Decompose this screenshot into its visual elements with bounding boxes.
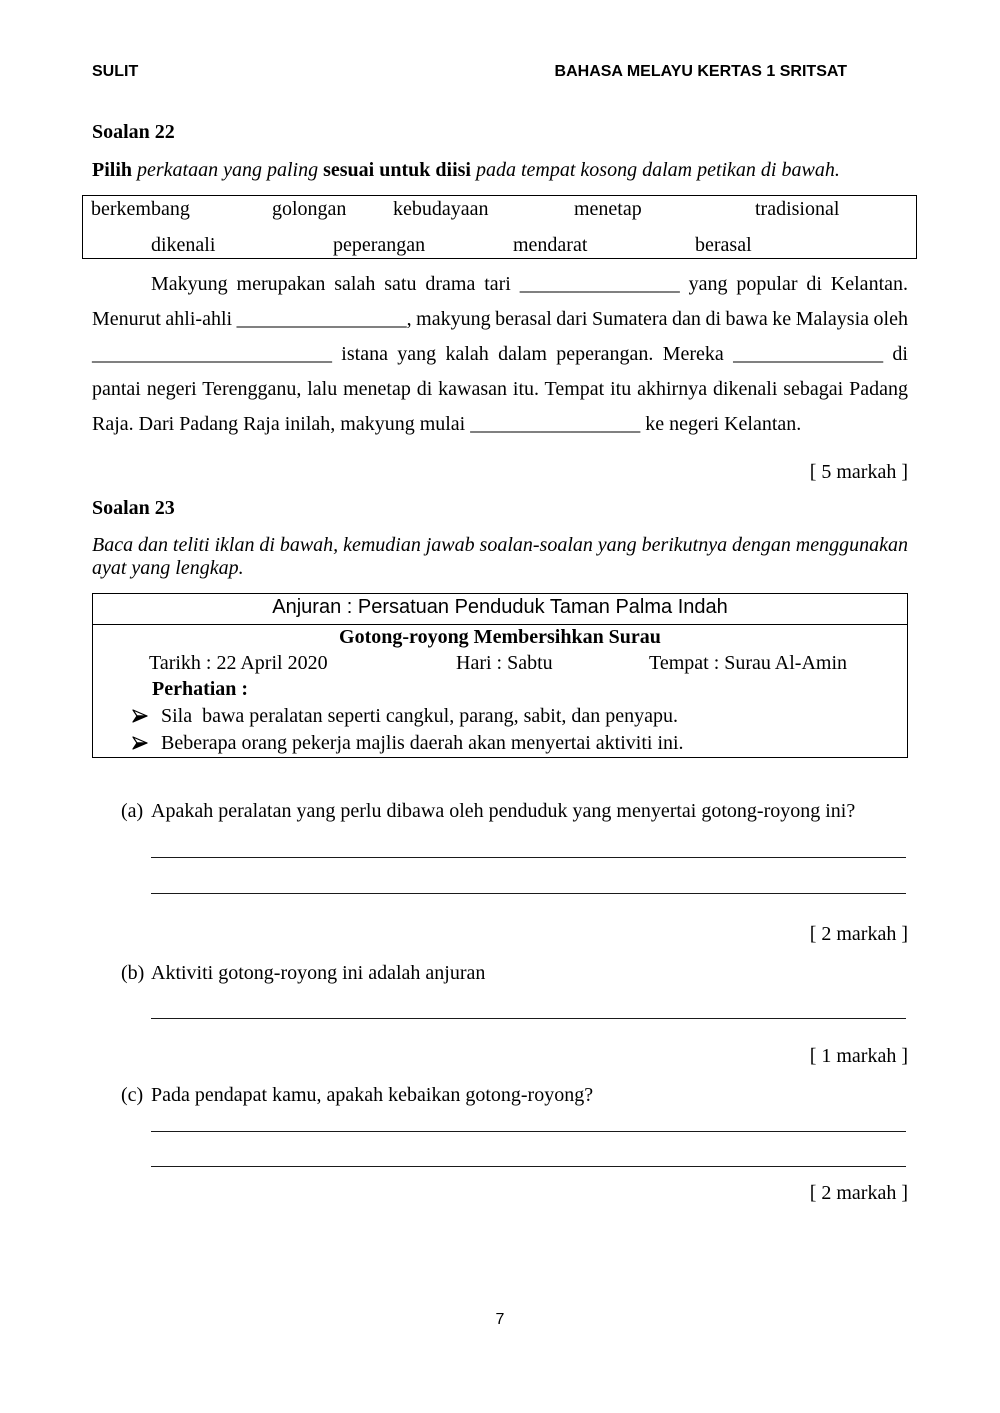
question-label-c: (c) [121,1084,144,1106]
word-option: kebudayaan [393,198,489,220]
passage-text: , makyung berasal dari Sumatera dan di bawa ke Malaysia oleh [406,308,908,330]
passage-line-3 [92,337,908,372]
word-option: mendarat [513,234,588,256]
instruction-line-1: Baca dan teliti iklan di bawah, kemudian jawab soalan-soalan yang berikutnya dengan menggunakan [92,534,909,556]
question-23-title: Soalan 23 [92,497,175,519]
passage-text: istana yang kalah dalam peperangan. Mereka [332,343,734,365]
question-text-c: Pada pendapat kamu, apakah kebaikan gotong-royong? [151,1084,594,1106]
passage-text: Menurut ahli-ahli [92,308,237,330]
instruction-italic-segment: perkataan yang paling [132,159,324,181]
paper-title: BAHASA MELAYU KERTAS 1 SRITSAT [554,63,847,80]
notice-note-2: Beberapa orang pekerja majlis daerah akan menyertai aktiviti ini. [161,732,684,754]
notice-organizer: Anjuran : Persatuan Penduduk Taman Palma Indah [93,594,907,625]
notice-attention-label: Perhatian : [152,678,249,700]
notice-note-1: Sila bawa peralatan seperti cangkul, parang, sabit, dan penyapu. [161,705,679,727]
passage-text: yang popular di Kelantan. [679,273,908,295]
notice-venue: Tempat : Surau Al-Amin [649,652,848,674]
instruction-bold-segment: Pilih [92,159,133,181]
word-bank-box [82,195,917,259]
word-option: tradisional [755,198,840,220]
passage-text: pantai negeri Terengganu, lalu menetap di kawasan itu. Tempat itu akhirnya dikenali sebagai Padang [92,378,908,400]
question-text-b: Aktiviti gotong-royong ini adalah anjuran [151,962,486,984]
passage-text: Raja. Dari Padang Raja inilah, makyung mulai [92,413,471,435]
question-text-a: Apakah peralatan yang perlu dibawa oleh penduduk yang menyertai gotong-royong ini? [151,800,856,822]
word-option: berkembang [91,198,190,220]
passage-line-5 [92,407,908,442]
passage-text: Makyung merupakan salah satu drama tari [151,273,520,295]
marks-q23b: [ 1 markah ] [809,1045,908,1067]
word-option: peperangan [333,234,426,256]
instruction-italic-segment: pada tempat kosong dalam petikan di bawah. [470,159,840,181]
blank-4[interactable]: _______________ [733,343,884,365]
marks-q22: [ 5 markah ] [809,461,908,483]
question-label-a: (a) [121,800,144,822]
question-label-b: (b) [121,962,145,984]
instruction-line-2: ayat yang lengkap. [92,557,244,579]
classification-label: SULIT [92,63,139,80]
blank-2[interactable]: _________________ [236,308,407,330]
notice-date: Tarikh : 22 April 2020 [149,652,328,674]
cloze-passage [92,267,908,442]
notice-event-title: Gotong-royong Membersihkan Surau [339,626,661,648]
answer-line-a-2[interactable] [151,893,906,894]
answer-line-c-1[interactable] [151,1131,906,1132]
marks-q23a: [ 2 markah ] [809,923,908,945]
question-22-instruction [92,158,840,182]
passage-text: di [883,343,908,365]
marks-q23c: [ 2 markah ] [809,1182,908,1204]
answer-line-c-2[interactable] [151,1166,906,1167]
arrowhead-bullet-icon [132,709,148,723]
question-22-title: Soalan 22 [92,121,175,143]
blank-1[interactable]: ________________ [519,273,680,295]
passage-line-2 [92,302,908,337]
notice-box [92,593,908,758]
answer-line-a-1[interactable] [151,857,906,858]
instruction-bold-segment: sesuai untuk diisi [323,159,471,181]
passage-text: ke negeri Kelantan. [640,413,802,435]
blank-3[interactable]: ________________________ [92,343,332,365]
notice-day: Hari : Sabtu [456,652,553,674]
answer-line-b-1[interactable] [151,1018,906,1019]
question-23-instruction [92,534,908,580]
passage-line-4 [92,372,908,407]
word-option: golongan [272,198,347,220]
word-option: menetap [574,198,642,220]
blank-5[interactable]: _________________ [470,413,641,435]
passage-line-1 [151,267,908,302]
page-number: 7 [495,1311,505,1328]
arrowhead-bullet-icon [132,736,148,750]
word-option: berasal [695,234,752,256]
word-option: dikenali [151,234,216,256]
